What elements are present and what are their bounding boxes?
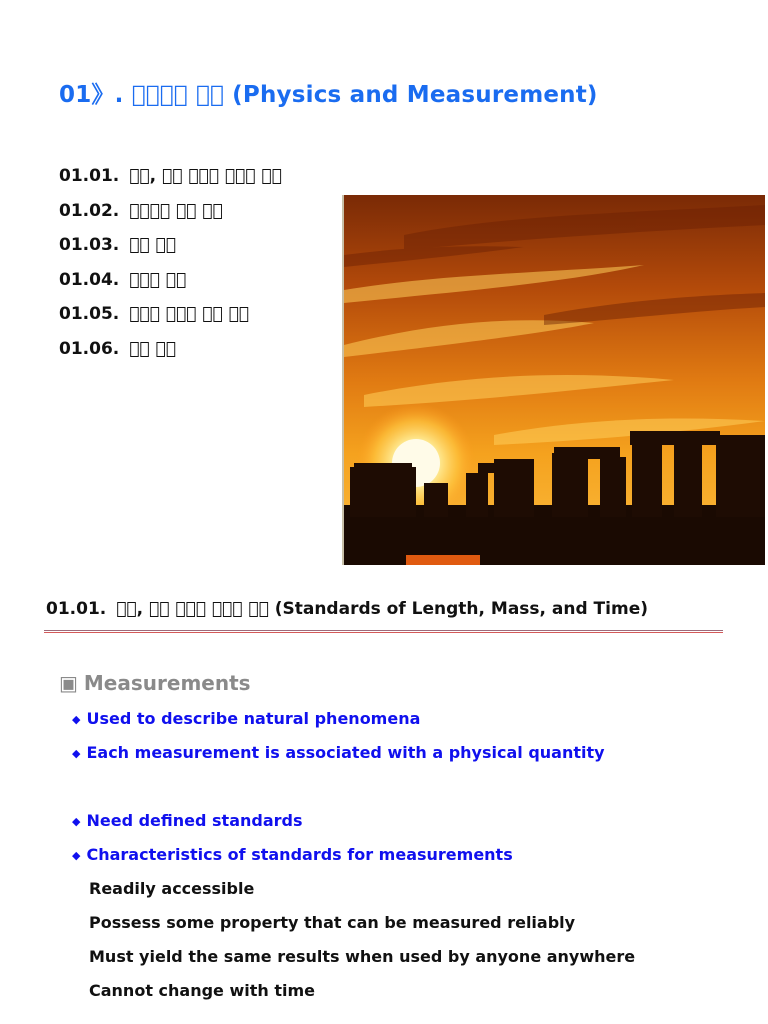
list-item-text: Each measurement is associated with a physical quantity xyxy=(86,743,605,762)
table-of-contents xyxy=(59,164,282,372)
diamond-bullet-icon: ◆ xyxy=(72,747,81,760)
section-divider xyxy=(44,630,723,633)
toc-item-label:       xyxy=(129,338,176,359)
stonehenge-sunset-photo xyxy=(342,195,765,565)
toc-item xyxy=(59,199,282,234)
toc-item-number: 01.05. xyxy=(59,304,120,325)
toc-item xyxy=(59,337,282,372)
diamond-bullet-icon: ◆ xyxy=(72,713,81,726)
square-bullet-icon: ▣ xyxy=(59,671,78,695)
list-item-text: Characteristics of standards for measurements xyxy=(86,845,513,864)
toc-item xyxy=(59,233,282,268)
section-number: 01.01. xyxy=(46,599,107,619)
list-item-text: Need defined standards xyxy=(86,811,303,830)
measurements-heading-text: Measurements xyxy=(83,671,251,695)
section-heading xyxy=(46,599,648,619)
toc-item-number: 01.02. xyxy=(59,200,120,221)
toc-item-label:               xyxy=(129,304,250,325)
toc-item xyxy=(59,268,282,303)
toc-item-label:            xyxy=(129,200,223,221)
characteristic-item: Readily accessible xyxy=(89,879,255,898)
toc-item-number: 01.03. xyxy=(59,235,120,256)
diamond-bullet-icon: ◆ xyxy=(72,815,81,828)
section-title-korean:   ,               xyxy=(116,599,269,619)
toc-item-number: 01.04. xyxy=(59,269,120,290)
toc-item xyxy=(59,302,282,337)
list-item xyxy=(72,811,303,830)
toc-item-number: 01.01. xyxy=(59,166,120,186)
chapter-title: 01》.         (Physics and Measurement) xyxy=(59,82,598,108)
measurements-heading xyxy=(59,671,251,695)
characteristic-item: Possess some property that can be measured reliably xyxy=(89,913,576,932)
toc-item-number: 01.06. xyxy=(59,338,120,359)
toc-item-label:        xyxy=(129,269,187,290)
list-item xyxy=(72,709,420,728)
list-item xyxy=(72,845,513,864)
list-item xyxy=(72,743,605,762)
characteristic-item: Cannot change with time xyxy=(89,981,315,1000)
toc-item-label:       xyxy=(129,235,176,256)
toc-item xyxy=(59,164,282,199)
toc-item-label:   ,               xyxy=(129,166,282,186)
characteristic-item: Must yield the same results when used by anyone anywhere xyxy=(89,947,636,966)
section-title-english: (Standards of Length, Mass, and Time) xyxy=(274,599,648,619)
diamond-bullet-icon: ◆ xyxy=(72,849,81,862)
list-item-text: Used to describe natural phenomena xyxy=(86,709,421,728)
